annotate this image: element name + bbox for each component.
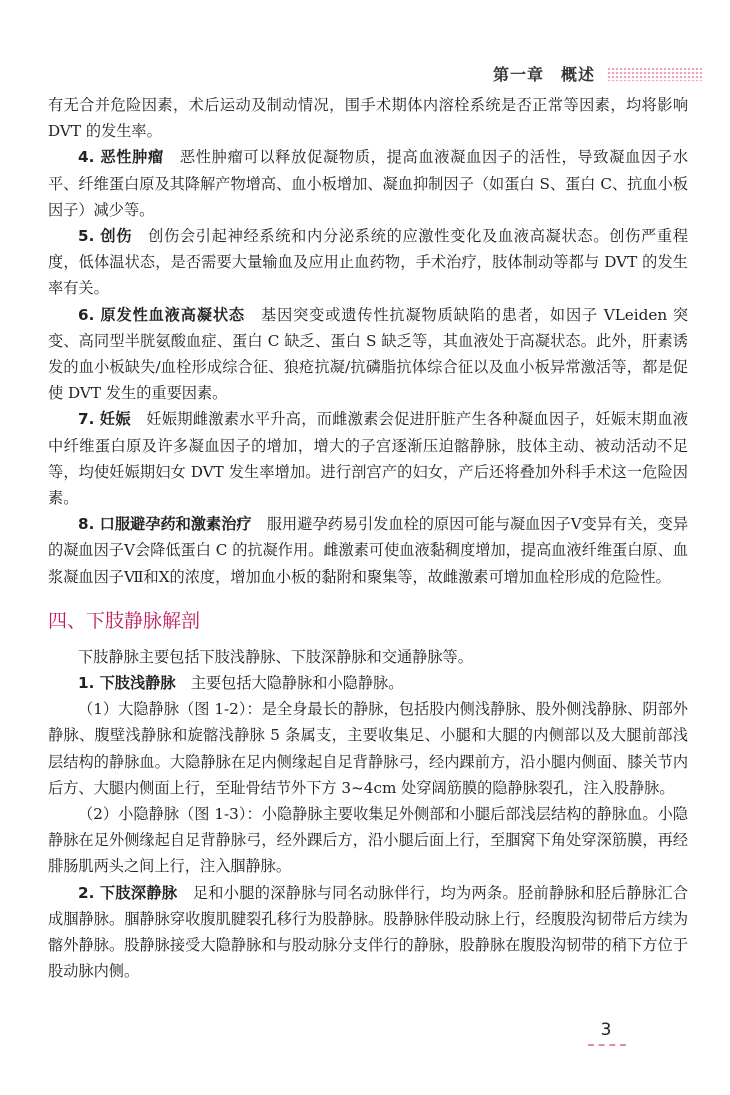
chapter-title: 第一章 概述 — [492, 65, 595, 84]
paragraph-pregnancy — [48, 406, 688, 511]
paragraph-heading: 2. 下肢深静脉 — [78, 883, 178, 902]
paragraph-text: 服用避孕药易引发血栓的原因可能与凝血因子Ⅴ变异有关，变异的凝血因子Ⅴ会降低蛋白 C 的抗凝作用。雌激素可使血液黏稠度增加，提高血液纤维蛋白原、血浆凝血因子Ⅶ和Ⅹ的浓度，增加血小板的黏附和聚集等，故雌激素可增加血栓形成的危险性。 — [48, 515, 689, 586]
paragraph-text: 有无合并危险因素，术后运动及制动情况，围手术期体内溶栓系统是否正常等因素，均将影响 DVT 的发生率。 — [48, 96, 688, 141]
paragraph-heading: 6. 原发性血液高凝状态 — [78, 305, 245, 324]
page-number: 3 — [600, 1020, 612, 1040]
page-content — [48, 92, 688, 985]
page-header — [493, 62, 702, 85]
paragraph-text: 妊娠期雌激素水平升高，而雌激素会促进肝脏产生各种凝血因子，妊娠末期血液中纤维蛋白原及许多凝血因子的增加，增大的子宫逐渐压迫髂静脉，肢体主动、被动活动不足等，均使妊娠期妇女 DVT 发生率增加。进行剖宫产的妇女，产后还将叠加外科手术这一危险因素。 — [48, 410, 689, 508]
paragraph-contraceptive — [48, 511, 688, 590]
paragraph-trauma — [48, 223, 688, 302]
paragraph-text: 恶性肿瘤可以释放促凝物质，提高血液凝血因子的活性，导致凝血因子水平、纤维蛋白原及其降解产物增高、血小板增加、凝血抑制因子（如蛋白 S、蛋白 C、抗血小板因子）减少等。 — [48, 148, 689, 219]
paragraph-malignant-tumor — [48, 144, 688, 223]
paragraph-text: 下肢静脉主要包括下肢浅静脉、下肢深静脉和交通静脉等。 — [78, 647, 473, 666]
header-dot-pattern — [607, 67, 702, 81]
paragraph-deep-veins — [48, 880, 688, 985]
paragraph-heading: 4. 恶性肿瘤 — [78, 148, 164, 167]
section-title: 四、下肢静脉解剖 — [48, 609, 201, 632]
paragraph-great-saphenous — [48, 696, 688, 801]
paragraph-text: 足和小腿的深静脉与同名动脉伴行，均为两条。胫前静脉和胫后静脉汇合成腘静脉。腘静脉穿收腹肌腱裂孔移行为股静脉。股静脉伴股动脉上行，经腹股沟韧带后方续为髂外静脉。股静脉接受大隐静脉和与股动脉分支伴行的静脉，股静脉在腹股沟韧带的稍下方位于股动脉内侧。 — [48, 883, 689, 981]
paragraph-heading: 8. 口服避孕药和激素治疗 — [78, 515, 252, 534]
paragraph-text: 创伤会引起神经系统和内分泌系统的应激性变化及血液高凝状态。创伤严重程度，低体温状态，是否需要大量输血及应用止血药物，手术治疗，肢体制动等都与 DVT 的发生率有关。 — [48, 227, 689, 298]
paragraph-small-saphenous — [48, 801, 688, 880]
paragraph-continuation — [48, 92, 688, 144]
paragraph-intro — [48, 644, 688, 670]
paragraph-superficial-veins — [48, 670, 688, 696]
paragraph-hypercoagulable — [48, 302, 688, 407]
paragraph-text: 主要包括大隐静脉和小隐静脉。 — [190, 674, 404, 693]
paragraph-text: （2）小隐静脉（图 1-3）：小隐静脉主要收集足外侧部和小腿后部浅层结构的静脉血。小隐静脉在足外侧缘起自足背静脉弓，经外踝后方，沿小腿后面上行，至腘窝下角处穿深筋膜，再经腓肠肌两头之间上行，注入腘静脉。 — [48, 805, 688, 876]
paragraph-heading: 1. 下肢浅静脉 — [78, 674, 176, 693]
paragraph-text: 基因突变或遗传性抗凝物质缺陷的患者，如因子 VLeiden 突变、高同型半胱氨酸血症、蛋白 C 缺乏、蛋白 S 缺乏等，其血液处于高凝状态。此外，肝素诱发的血小板缺失/血栓形成综合征、狼疮抗凝/抗磷脂抗体综合征以及血小板异常激活等，都是促使 DVT 发生的重要因素。 — [48, 305, 689, 403]
paragraph-text: （1）大隐静脉（图 1-2）：是全身最长的静脉，包括股内侧浅静脉、股外侧浅静脉、阴部外静脉、腹壁浅静脉和旋髂浅静脉 5 条属支，主要收集足、小腿和大腿的内侧部以及大腿前部浅层结构的静脉血。大隐静脉在足内侧缘起自足背静脉弓，经内踝前方，沿小腿内侧面、膝关节内后方、大腿内侧面上行，至耻骨结节外下方 3~4cm 处穿阔筋膜的隐静脉裂孔，注入股静脉。 — [48, 700, 688, 797]
page-number-underline — [588, 1044, 626, 1046]
paragraph-heading: 5. 创伤 — [78, 227, 133, 246]
paragraph-heading: 7. 妊娠 — [78, 410, 131, 429]
